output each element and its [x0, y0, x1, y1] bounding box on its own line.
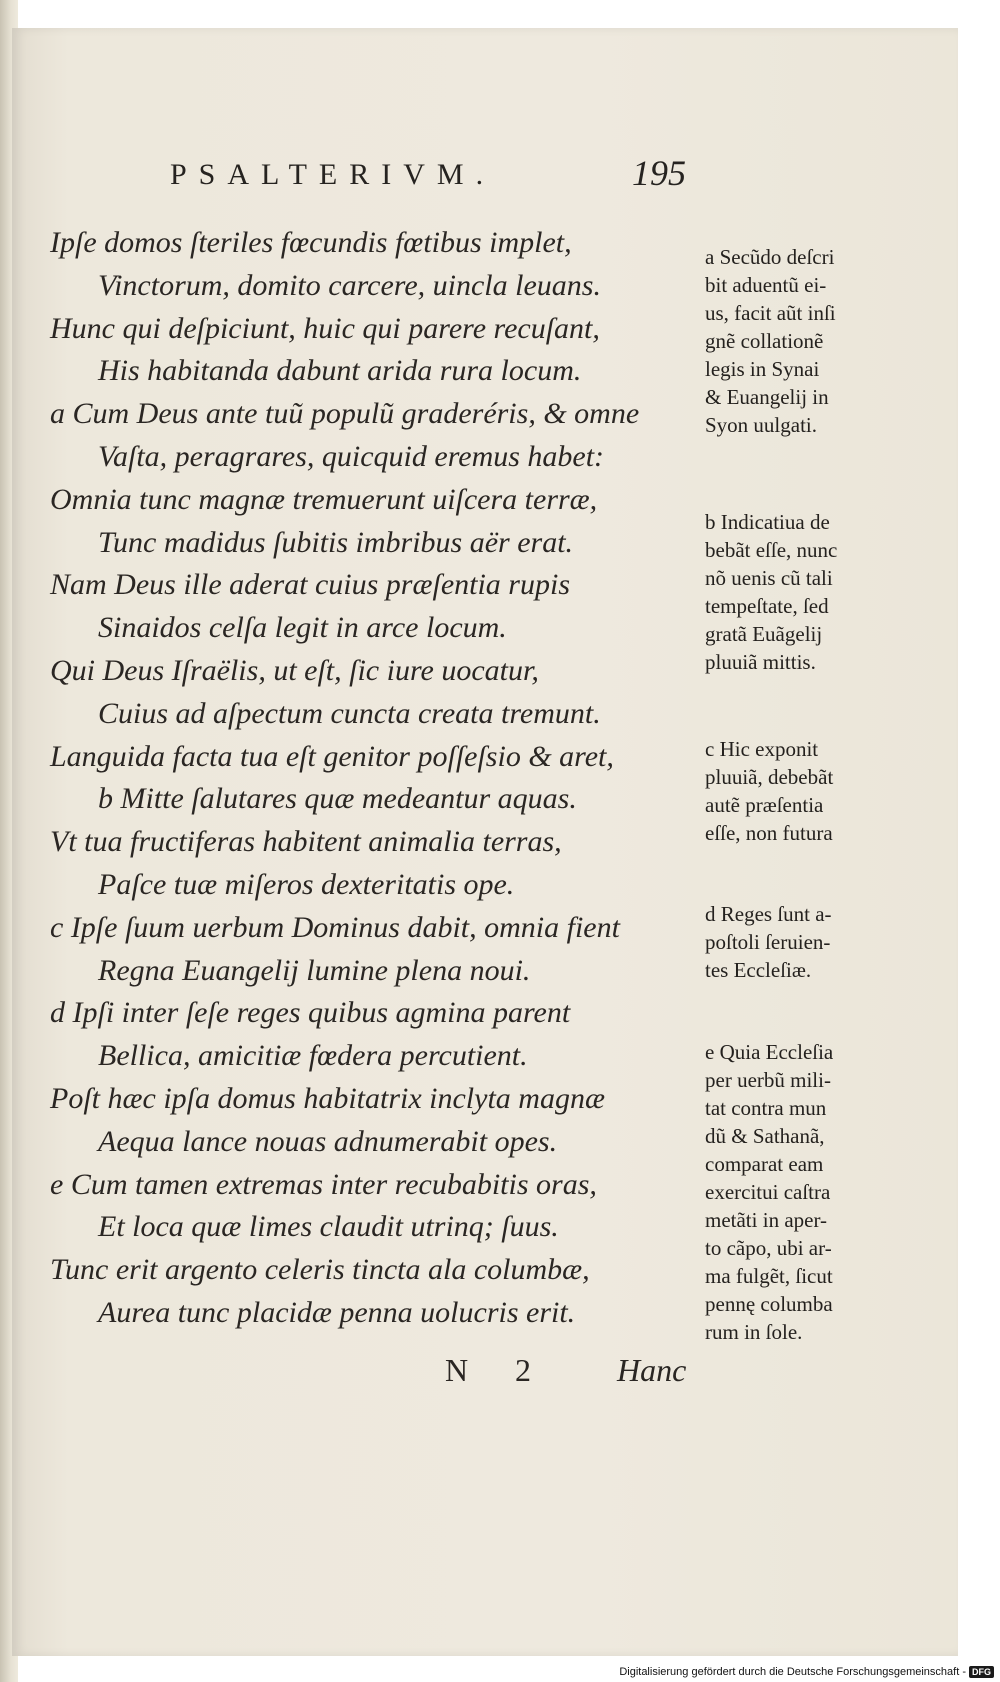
marginal-note-line: bit aduentũ ei- [705, 273, 827, 297]
verse-line: d Ipſi inter ſeſe reges quibus agmina parent [50, 996, 571, 1030]
verse-line: Aequa lance nouas adnumerabit opes. [98, 1124, 558, 1158]
verse-line: Nam Deus ille aderat cuius præſentia rupis [50, 568, 570, 602]
catchword: Hanc [617, 1352, 687, 1388]
marginal-note-line: per uerbũ mili- [705, 1068, 831, 1092]
verse-line: Paſce tuæ miſeros dexteritatis ope. [98, 867, 515, 901]
dfg-logo: DFG [969, 1666, 994, 1678]
marginal-note-line: us, facit aũt inſi [705, 301, 836, 325]
verse-line: His habitanda dabunt arida rura locum. [98, 354, 582, 388]
marginal-note-line: d Reges ſunt a- [705, 902, 832, 926]
marginal-note-line: gratã Euãgelij [705, 622, 823, 646]
digitization-credit [619, 1666, 994, 1678]
marginal-note-line: pluuiã mittis. [705, 650, 816, 674]
marginal-note-line: b Indicatiua de [705, 510, 830, 534]
marginal-note-line: pennę columba [705, 1292, 833, 1316]
marginal-note-line: tempeſtate, ſed [705, 594, 829, 618]
verse-line: Vaſta, peragrares, quicquid eremus habet: [98, 439, 605, 473]
verse-line: a Cum Deus ante tuũ populũ graderéris, & omne [50, 397, 640, 431]
running-head: PSALTERIVM. [170, 158, 496, 191]
marginal-note-line: rum in ſole. [705, 1320, 803, 1344]
credit-text: Digitalisierung gefördert durch die Deutsche Forschungsgemeinschaft - [619, 1666, 966, 1678]
verse-line: Aurea tunc placidæ penna uolucris erit. [98, 1295, 576, 1329]
verse-line: Hunc qui deſpiciunt, huic qui parere recuſant, [50, 311, 600, 345]
signature-number: 2 [515, 1352, 531, 1388]
marginal-note-line: comparat eam [705, 1152, 824, 1176]
marginal-note-c [705, 735, 905, 847]
marginal-note-line: a Secũdo deſcri [705, 245, 835, 269]
marginal-note-e [705, 1038, 905, 1346]
marginal-note-line: Syon uulgati. [705, 413, 818, 437]
marginal-note-line: poſtoli ſeruien- [705, 930, 831, 954]
page-number: 195 [632, 153, 686, 193]
marginal-note-d [705, 900, 905, 984]
verse-line: Poſt hæc ipſa domus habitatrix inclyta magnæ [50, 1081, 605, 1115]
marginal-note-a [705, 243, 905, 439]
marginal-note-line: nõ uenis cũ tali [705, 566, 833, 590]
marginal-note-line: dũ & Sathanã, [705, 1124, 825, 1148]
signature-mark: N [445, 1352, 469, 1388]
verse-line: Omnia tunc magnæ tremuerunt uiſcera terræ, [50, 482, 598, 516]
marginal-note-line: pluuiã, debebãt [705, 765, 834, 789]
marginal-note-line: ma fulgẽt, ſicut [705, 1264, 833, 1288]
verse-line: b Mitte ſalutares quæ medeantur aquas. [98, 782, 577, 816]
verse-line: Et loca quæ limes claudit utrinq; ſuus. [98, 1210, 559, 1244]
marginal-note-line: autẽ præſentia [705, 793, 824, 817]
verse-line: Sinaidos celſa legit in arce locum. [98, 611, 507, 645]
marginal-note-line: to cãpo, ubi ar- [705, 1236, 832, 1260]
marginal-note-line: metãti in aper- [705, 1208, 828, 1232]
verse-line: Tunc madidus ſubitis imbribus aër erat. [98, 525, 574, 559]
verse-line: Regna Euangelij lumine plena noui. [98, 953, 531, 987]
marginal-note-line: tes Eccleſiæ. [705, 958, 812, 982]
verse-line: Vinctorum, domito carcere, uincla leuans. [98, 268, 601, 302]
marginal-note-line: bebãt eſſe, nunc [705, 538, 838, 562]
marginal-note-line: tat contra mun [705, 1096, 827, 1120]
marginal-note-line: eſſe, non futura [705, 821, 833, 845]
marginal-note-line: c Hic exponit [705, 737, 819, 761]
marginal-note-line: gnẽ collationẽ [705, 329, 824, 353]
verse-text [50, 222, 690, 1335]
verse-line: Qui Deus Iſraëlis, ut eſt, ſic iure uocatur, [50, 653, 539, 687]
verse-line: Bellica, amicitiæ fœdera percutient. [98, 1039, 528, 1073]
marginal-note-line: exercitui caſtra [705, 1180, 831, 1204]
verse-line: Languida facta tua eſt genitor poſſeſsio & aret, [50, 739, 614, 773]
verse-line: Vt tua fructiferas habitent animalia terras, [50, 825, 562, 859]
verse-line: Tunc erit argento celeris tincta ala columbæ, [50, 1253, 590, 1287]
verse-line: Ipſe domos ſteriles fœcundis fœtibus implet, [50, 226, 572, 259]
marginal-note-line: legis in Synai [705, 357, 820, 381]
verse-line: e Cum tamen extremas inter recubabitis oras, [50, 1167, 597, 1201]
verse-line: c Ipſe ſuum uerbum Dominus dabit, omnia fient [50, 910, 620, 944]
marginal-note-line: e Quia Eccleſia [705, 1040, 834, 1064]
verse-line: Cuius ad aſpectum cuncta creata tremunt. [98, 696, 601, 730]
marginal-note-b [705, 508, 905, 676]
marginal-note-line: & Euangelij in [705, 385, 829, 409]
